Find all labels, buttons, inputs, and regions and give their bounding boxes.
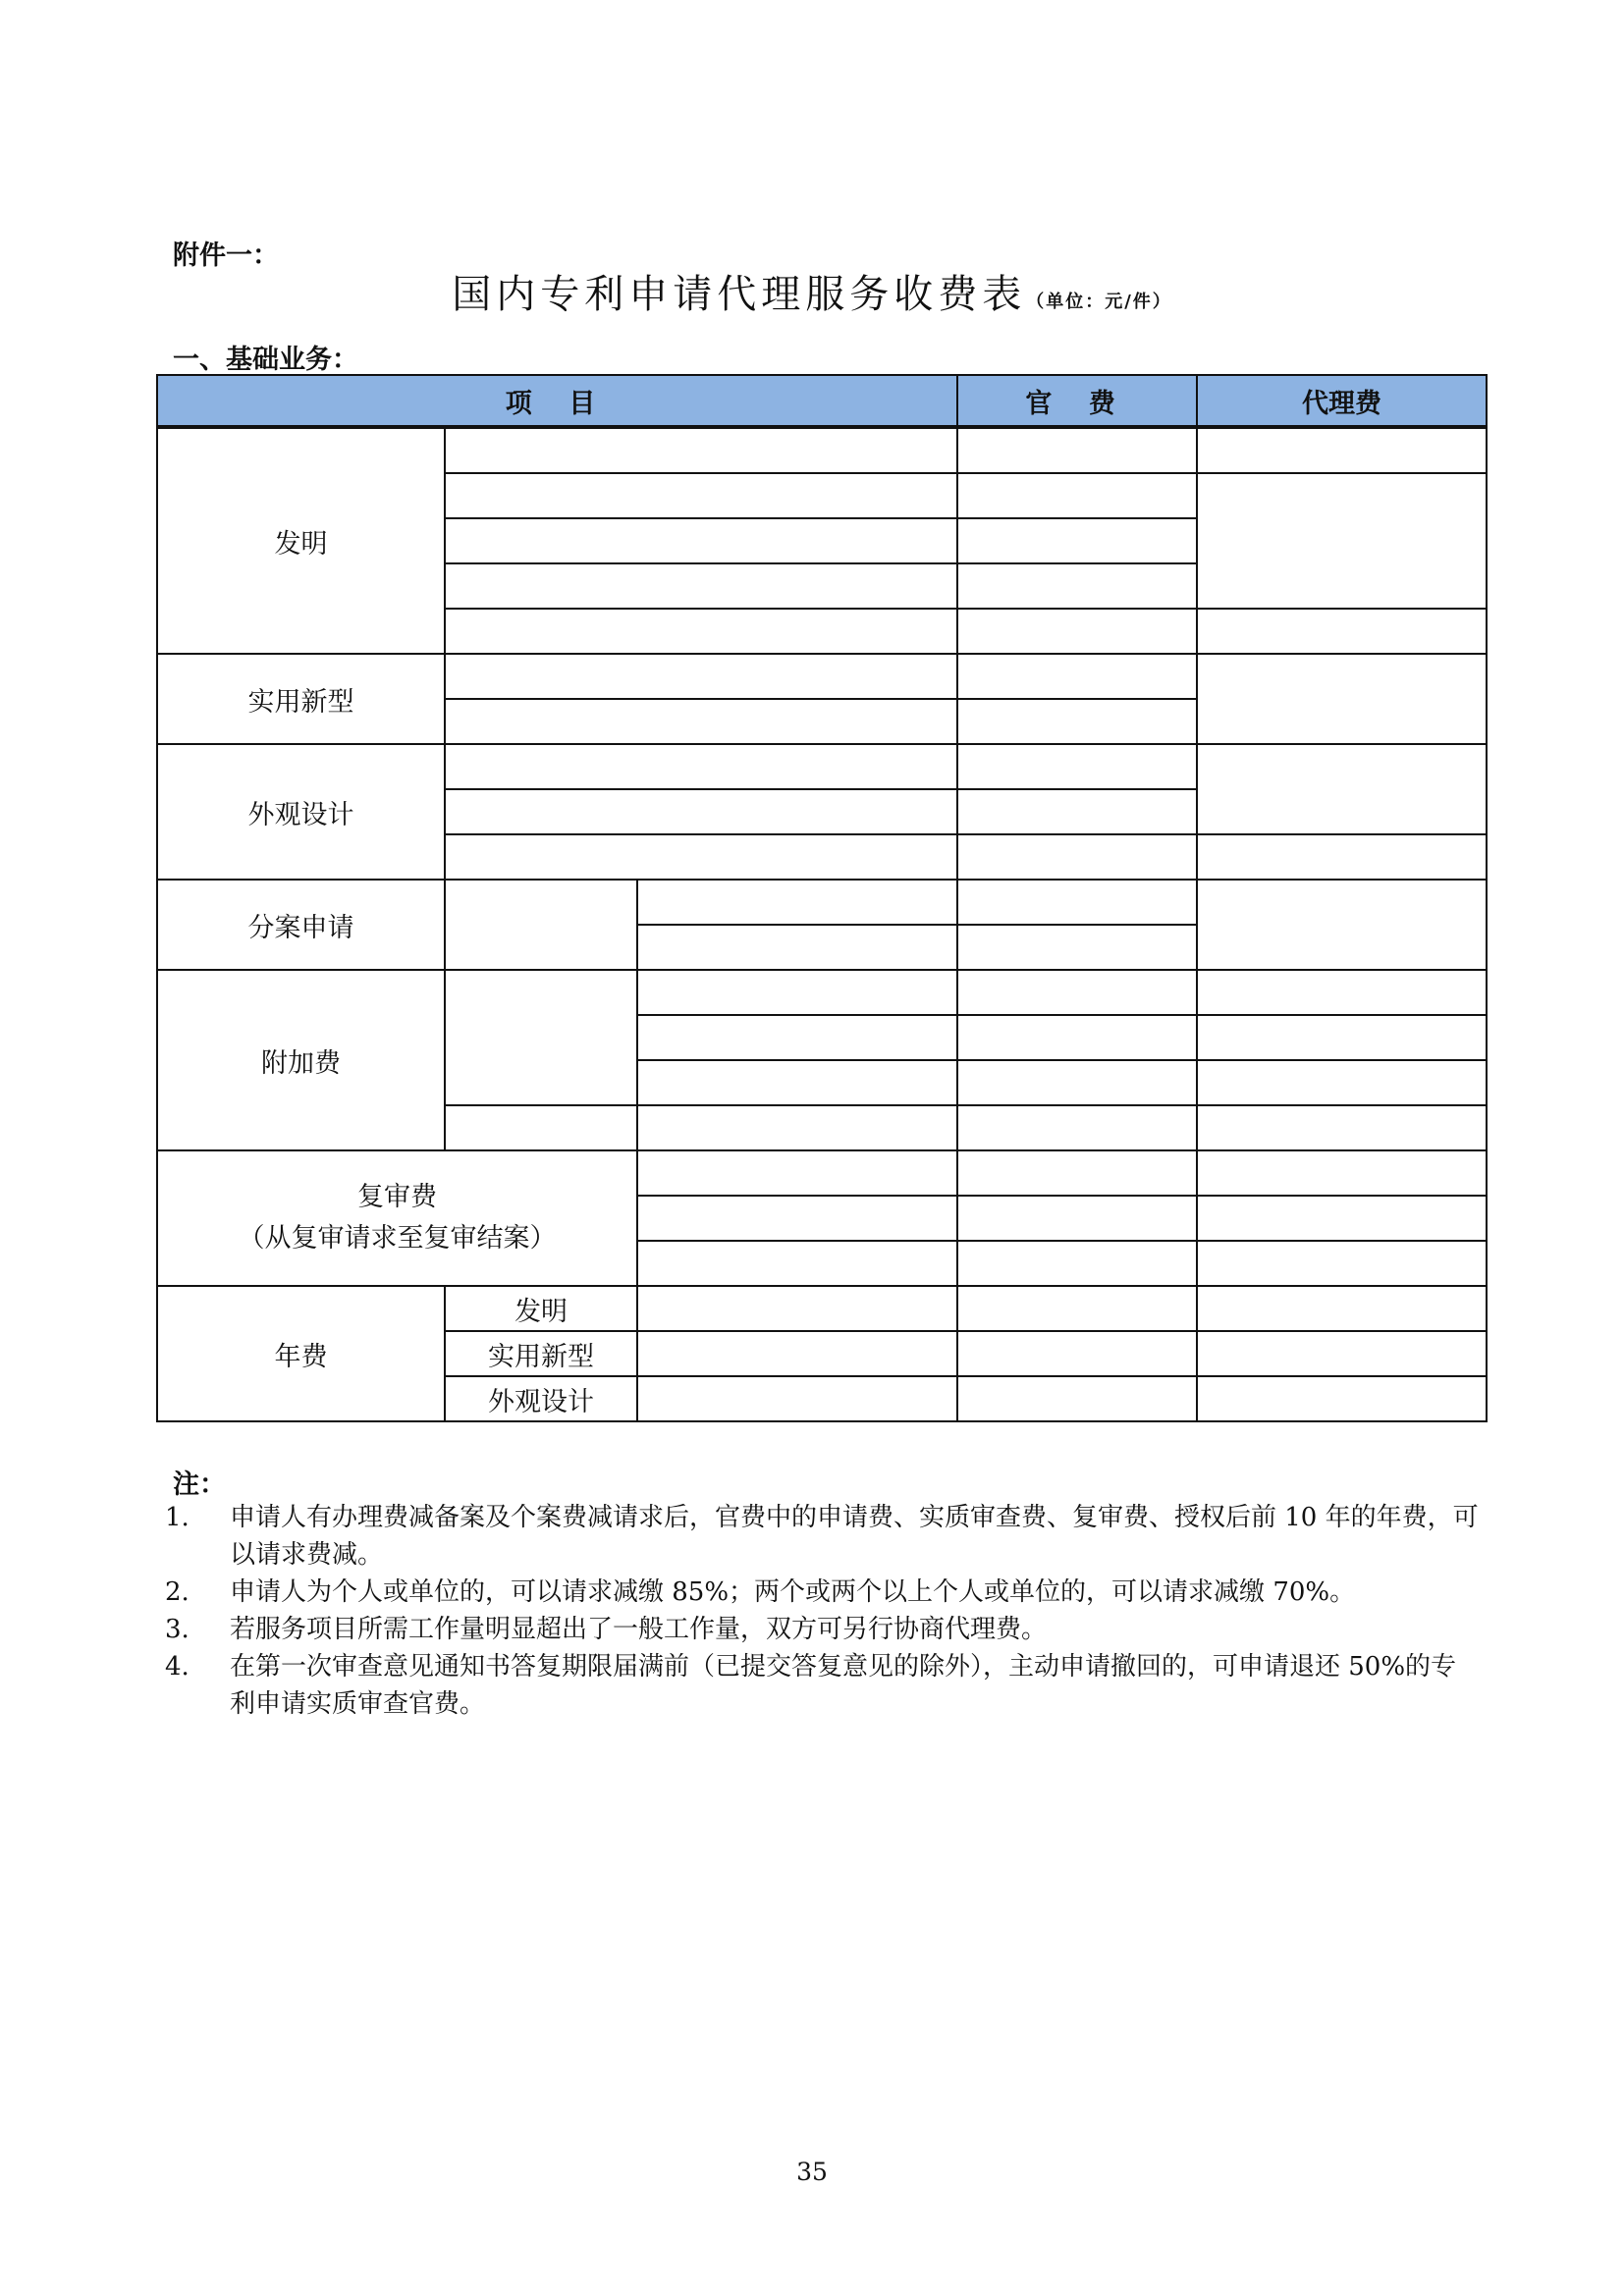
table-cell [1197, 473, 1487, 609]
table-cell [1197, 1060, 1487, 1105]
table-cell [637, 880, 957, 925]
table-cell [445, 427, 957, 473]
table-cell [957, 789, 1197, 834]
table-cell [637, 1196, 957, 1241]
table-cell [1197, 1150, 1487, 1196]
note-number: 4. [165, 1652, 189, 1682]
note-text: 申请人有办理费减备案及个案费减请求后，官费中的申请费、实质审查费、复审费、授权后前 10 年的年费，可以请求费减。 [230, 1503, 1479, 1570]
note-number: 1. [165, 1503, 189, 1532]
list-item [165, 1499, 1481, 1574]
category-divisional: 分案申请 [157, 880, 445, 970]
table-row [157, 744, 1487, 789]
category-design: 外观设计 [157, 744, 445, 880]
table-row [157, 654, 1487, 699]
table-cell [445, 880, 637, 970]
table-cell [637, 1241, 957, 1286]
table-cell [957, 609, 1197, 654]
table-cell [445, 970, 637, 1105]
attachment-label: 附件一： [173, 240, 279, 271]
note-text: 在第一次审查意见通知书答复期限届满前（已提交答复意见的除外），主动申请撤回的，可申请退还 50%的专利申请实质审查官费。 [230, 1652, 1457, 1719]
table-cell [1197, 1331, 1487, 1376]
table-cell [637, 1150, 957, 1196]
table-row [157, 1286, 1487, 1331]
table-cell [1197, 1105, 1487, 1150]
annual-fee-design: 外观设计 [445, 1376, 637, 1421]
list-item [165, 1574, 1481, 1611]
table-cell [1197, 880, 1487, 970]
table-cell [1197, 834, 1487, 880]
table-cell [1197, 744, 1487, 834]
col-header-official-fee: 官 费 [957, 375, 1197, 427]
table-row [157, 970, 1487, 1015]
category-annual-fee: 年费 [157, 1286, 445, 1421]
table-cell [637, 1060, 957, 1105]
notes-list [165, 1499, 1481, 1723]
table-cell [445, 834, 957, 880]
table-cell [445, 1105, 637, 1150]
table-cell [637, 1331, 957, 1376]
table-cell [957, 699, 1197, 744]
table-cell [637, 970, 957, 1015]
table-cell [445, 654, 957, 699]
table-cell [445, 473, 957, 518]
reexamination-note: （从复审请求至复审结案） [238, 1223, 557, 1254]
reexamination-label: 复审费 [357, 1182, 437, 1212]
col-header-agency-fee: 代理费 [1197, 375, 1487, 427]
table-cell [957, 563, 1197, 609]
table-cell [637, 1286, 957, 1331]
annual-fee-utility-model: 实用新型 [445, 1331, 637, 1376]
table-cell [957, 1150, 1197, 1196]
table-cell [1197, 654, 1487, 744]
table-cell [957, 834, 1197, 880]
note-number: 3. [165, 1615, 189, 1644]
table-cell [957, 1241, 1197, 1286]
table-cell [445, 563, 957, 609]
table-cell [957, 1376, 1197, 1421]
table-cell [957, 654, 1197, 699]
table-cell [957, 1196, 1197, 1241]
table-cell [637, 1015, 957, 1060]
page-number: 35 [796, 2158, 828, 2186]
table-cell [1197, 1241, 1487, 1286]
annual-fee-invention: 发明 [445, 1286, 637, 1331]
table-cell [1197, 1286, 1487, 1331]
table-cell [957, 1015, 1197, 1060]
table-cell [1197, 609, 1487, 654]
list-item [165, 1611, 1481, 1648]
table-cell [957, 744, 1197, 789]
table-cell [445, 744, 957, 789]
table-row [157, 880, 1487, 925]
table-cell [957, 1286, 1197, 1331]
table-cell [957, 925, 1197, 970]
note-text: 若服务项目所需工作量明显超出了一般工作量，双方可另行协商代理费。 [230, 1615, 1048, 1644]
fee-table [156, 374, 1488, 1422]
table-cell [957, 473, 1197, 518]
table-cell [957, 1060, 1197, 1105]
table-cell [637, 1105, 957, 1150]
table-cell [1197, 427, 1487, 473]
page-title: 国内专利申请代理服务收费表 [452, 272, 1027, 317]
table-cell [445, 699, 957, 744]
table-cell [445, 518, 957, 563]
col-header-item: 项 目 [157, 375, 957, 427]
table-cell [957, 1105, 1197, 1150]
table-cell [445, 789, 957, 834]
note-number: 2. [165, 1577, 189, 1607]
category-surcharge: 附加费 [157, 970, 445, 1150]
unit-note: （单位：元/件） [1026, 292, 1172, 312]
category-reexamination [157, 1150, 637, 1286]
table-row [157, 427, 1487, 473]
table-cell [957, 880, 1197, 925]
table-cell [1197, 1376, 1487, 1421]
category-utility-model: 实用新型 [157, 654, 445, 744]
table-cell [1197, 1015, 1487, 1060]
note-text: 申请人为个人或单位的，可以请求减缴 85%；两个或两个以上个人或单位的，可以请求减缴 70%。 [230, 1577, 1356, 1607]
table-row [157, 1150, 1487, 1196]
table-cell [1197, 970, 1487, 1015]
title-block [0, 263, 1624, 319]
table-header-row [157, 375, 1487, 427]
table-cell [1197, 1196, 1487, 1241]
notes-heading: 注： [173, 1469, 226, 1500]
table-cell [957, 518, 1197, 563]
table-cell [957, 1331, 1197, 1376]
table-cell [637, 1376, 957, 1421]
table-cell [637, 925, 957, 970]
list-item [165, 1648, 1481, 1723]
section-heading: 一、基础业务： [173, 345, 358, 375]
table-cell [445, 609, 957, 654]
table-cell [957, 427, 1197, 473]
category-invention: 发明 [157, 427, 445, 654]
table-cell [957, 970, 1197, 1015]
